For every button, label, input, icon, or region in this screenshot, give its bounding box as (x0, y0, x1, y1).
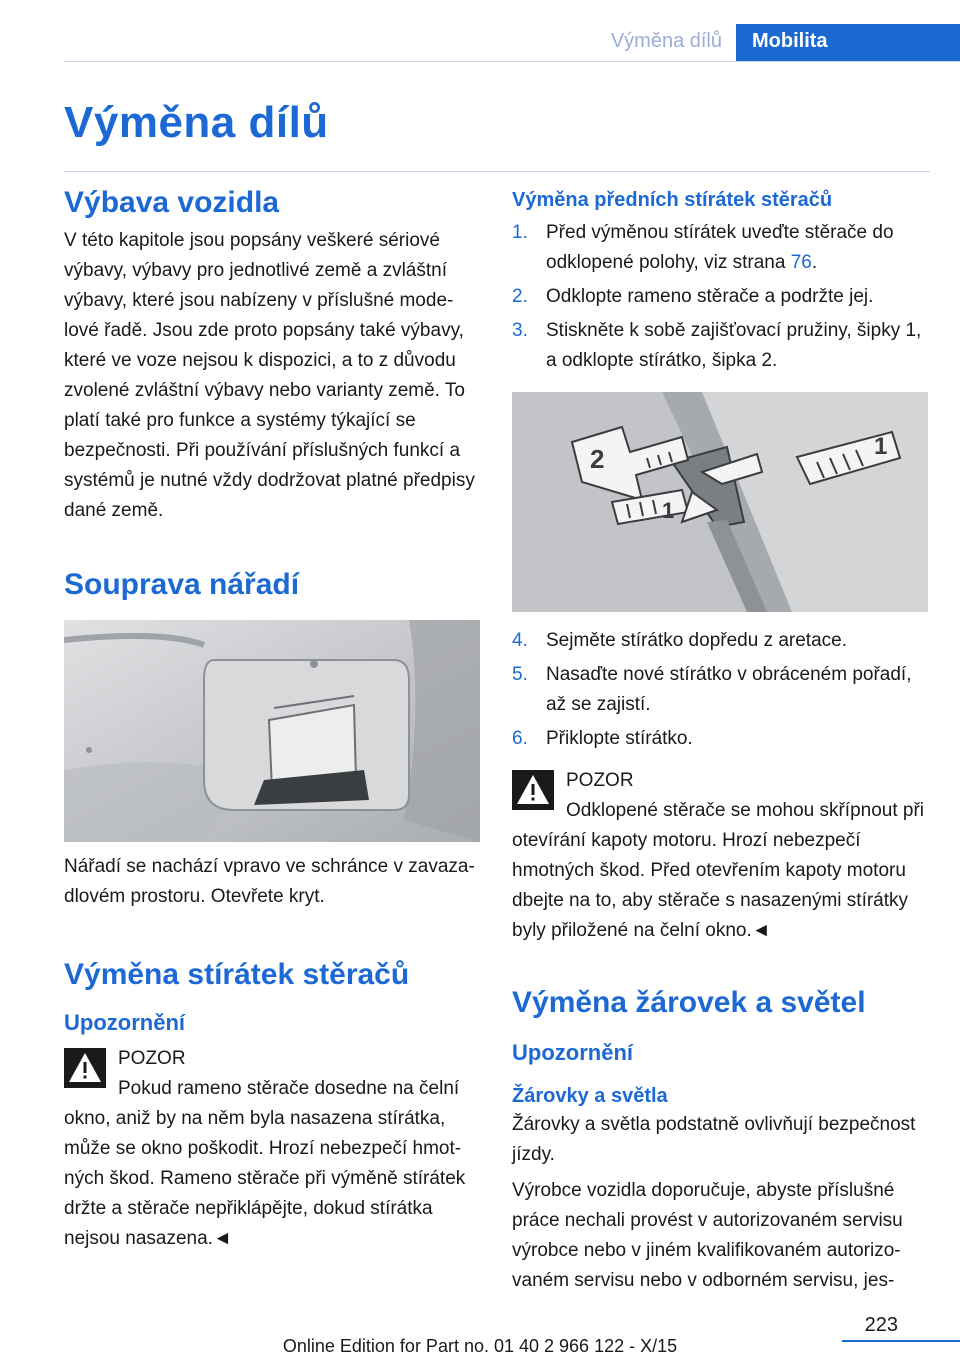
chapter-tab[interactable]: Mobilita (736, 24, 960, 62)
toolkit-heading: Souprava nářadí (64, 568, 300, 601)
warning-label: POZOR (118, 1048, 186, 1069)
step-text: Stiskněte k sobě zajišťovací pružiny, šipky 1, a odklopte stírátko, šipka 2. (546, 320, 922, 371)
list-item (512, 218, 928, 278)
page-title: Výměna dílů (64, 98, 329, 147)
equipment-text: V této kapitole jsou popsány veškeré sériové výbavy, výbavy pro jednotlivé země a zvláštní výbavy, které jsou nabízeny v příslušné modelové řadě. Jsou zde proto popsány také výbavy, které ve voze nejsou k dispozici, a to z důvodu zvolené zvláštní výbavy nebo varianty země. To platí také pro funkce a systémy týkající se bezpečnosti. Při používání příslušných funkcí a systémů je nutné vždy dodržovat platné předpisy dané země. (64, 230, 475, 521)
warning-block (512, 766, 928, 946)
step-text: Sejměte stírátko dopředu z aretace. (546, 630, 847, 651)
warning-block (64, 1044, 480, 1254)
bulbs-text-1: Žárovky a světla podstatně ovlivňují bezpečnost jízdy. (512, 1114, 916, 1165)
step-text: Před výměnou stírátek uveďte stěrače do odklopené polohy, viz strana (546, 222, 894, 273)
title-divider (64, 171, 930, 172)
edition-text: Online Edition for Part no. 01 40 2 966 122 - X/15 (282, 1336, 678, 1356)
step-number: 2. (512, 286, 528, 307)
toolkit-image (64, 620, 480, 842)
warning-label: POZOR (566, 770, 634, 791)
toolkit-illustration (64, 620, 480, 842)
step-number: 6. (512, 728, 528, 749)
step-number: 4. (512, 630, 528, 651)
steps-list-a (512, 218, 928, 376)
list-item (512, 282, 928, 312)
arrow-label-2: 2 (590, 444, 605, 474)
page-header (0, 24, 960, 62)
warning-icon (64, 1048, 106, 1088)
warning-text: Pokud rameno stěrače dosedne na čelní okno, aniž by na něm byla nasazena stírátka, může se okno poškodit. Hrozí nebezpečí hmotných škod. Rameno stěrače při výměně stírátek držte a stěrače nepřiklápějte, dokud stírátka nejsou nasazena.◄ (64, 1078, 466, 1249)
bulbs-heading: Výměna žárovek a světel (512, 986, 866, 1019)
right-column (512, 184, 928, 1296)
page-link[interactable]: 76 (790, 252, 812, 273)
step-text: Přiklopte stírátko. (546, 728, 693, 749)
wiper-image (512, 392, 928, 612)
page-number: 223 (864, 1314, 898, 1336)
list-item (512, 724, 928, 754)
list-item (512, 626, 928, 656)
step-number: 1. (512, 222, 528, 243)
bulbs-text-2: Výrobce vozidla doporučuje, abyste příslušné práce nechali provést v autorizovaném servisu výrobce nebo v jiném kvalifikovaném autorizovaném servisu nebo v odborném servisu, jes- (512, 1180, 903, 1291)
header-divider (64, 61, 960, 62)
arrow-label-1-right: 1 (874, 433, 888, 460)
bulbs-subheading: Žárovky a světla (512, 1085, 668, 1107)
notice-heading: Upozornění (64, 1010, 185, 1035)
bulbs-notice-heading: Upozornění (512, 1040, 633, 1065)
section-tab[interactable]: Výměna dílů (610, 30, 722, 52)
front-wiper-heading: Výměna předních stírátek stěračů (512, 189, 833, 211)
list-item (512, 660, 928, 720)
step-number: 5. (512, 664, 528, 685)
warning-icon (512, 770, 554, 810)
wiper-illustration (512, 392, 928, 612)
step-number: 3. (512, 320, 528, 341)
list-item (512, 316, 928, 376)
step-text-end: . (811, 252, 818, 273)
steps-list-b (512, 626, 928, 754)
toolkit-text: Nářadí se nachází vpravo ve schránce v zavazadlovém prostoru. Otevřete kryt. (64, 856, 475, 907)
step-text: Nasaďte nové stírátko v obráceném pořadí, až se zajistí. (546, 664, 912, 715)
step-text: Odklopte rameno stěrače a podržte jej. (546, 286, 874, 307)
warning-text: Odklopené stěrače se mohou skřípnout při otevírání kapoty motoru. Hrozí nebezpečí hmotných škod. Před otevřením kapoty motoru dbejte na to, aby stěrače s nasazenými stírátky byly přiložené na čelní okno.◄ (512, 800, 925, 941)
left-column (64, 184, 480, 1254)
wiper-heading: Výměna stírátek stěračů (64, 958, 410, 991)
arrow-label-1-left: 1 (662, 498, 675, 523)
equipment-heading: Výbava vozidla (64, 186, 280, 219)
